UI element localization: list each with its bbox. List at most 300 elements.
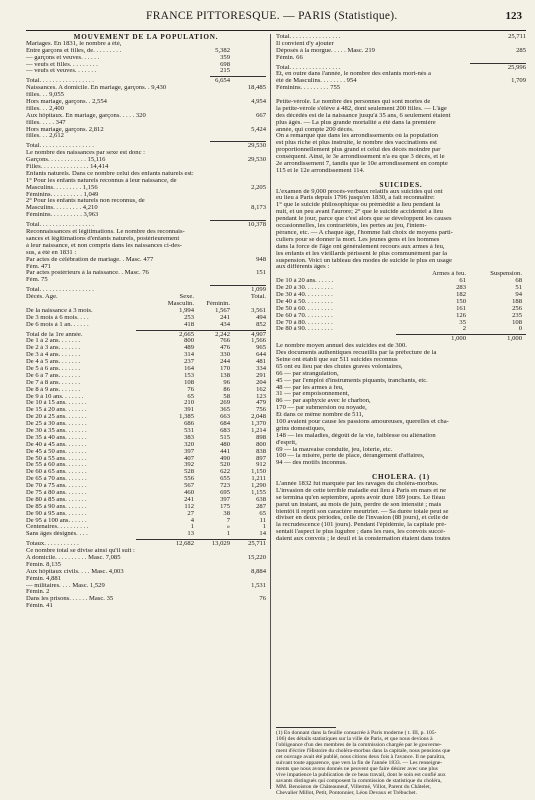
right-column bbox=[276, 34, 526, 543]
line-text: Fémin. 66 bbox=[276, 54, 303, 61]
text-line bbox=[26, 113, 266, 120]
line-text: Déposés à la morgue. . . . . Masc. 219 bbox=[276, 47, 375, 54]
text-line bbox=[276, 140, 526, 147]
text-line bbox=[26, 387, 266, 394]
text-line bbox=[26, 294, 266, 301]
line-text: Mariages. En 1831, le nombre a été, bbox=[26, 40, 122, 47]
line-text: De 10 à 15 ans. . . . . . . bbox=[26, 400, 87, 407]
line-text: De 65 à 70 ans. . . . . . . bbox=[26, 476, 87, 483]
line-text: (1) En donnant dans la feuille consacrée à Paris moderne ( t. III, p. 105- bbox=[276, 730, 437, 736]
table-value: 314 bbox=[184, 352, 194, 359]
line-text: 65 ont eu lieu par des chutes graves volontaires, bbox=[276, 363, 403, 370]
text-line bbox=[26, 394, 266, 401]
line-text: De 2 à 3 ans. . . . . . . bbox=[26, 345, 81, 352]
line-text: L'invasion de cette terrible maladie eut lieu à Paris en mars et ne bbox=[276, 487, 446, 494]
text-line bbox=[276, 202, 526, 209]
table-value: 6,654 bbox=[215, 78, 230, 85]
table-value: 8,173 bbox=[251, 205, 266, 212]
line-text: 86 — par asphyxie avec le charbon, bbox=[276, 398, 371, 405]
text-line bbox=[26, 92, 266, 99]
table-value: 86 bbox=[223, 386, 230, 393]
line-text: Seine ont établi que sur 511 suicides reconnus bbox=[276, 356, 398, 363]
line-text: Total. . . . . . . . . . . . . . . . . bbox=[26, 222, 94, 229]
table-value: 897 bbox=[256, 455, 266, 462]
text-line bbox=[26, 380, 266, 387]
line-text: 2e arrondissement 7, tandis que le 10e arrondissement en compte bbox=[276, 161, 448, 168]
text-line bbox=[276, 209, 526, 216]
text-line bbox=[26, 205, 266, 212]
table-value: 138 bbox=[220, 372, 230, 379]
text-line bbox=[26, 55, 266, 62]
text-line bbox=[26, 449, 266, 456]
table-value: 644 bbox=[256, 352, 266, 359]
table-value: 241 bbox=[220, 314, 230, 321]
line-text: 2° Pour les enfants naturels non reconnus, de bbox=[26, 198, 145, 205]
table-value: 68 bbox=[515, 278, 522, 285]
text-line bbox=[276, 306, 526, 313]
text-line bbox=[26, 192, 266, 199]
line-text: suspension. Voici un tableau des modes de suicide le plus en usage bbox=[276, 257, 452, 264]
table-value: 965 bbox=[256, 345, 266, 352]
text-line bbox=[276, 440, 526, 447]
line-text: 100 avaient pour cause les passions amoureuses, querelles et cha- bbox=[276, 418, 449, 425]
table-value: 244 bbox=[220, 359, 230, 366]
text-line bbox=[26, 504, 266, 511]
line-text: Masculins. . . . . . . . . 1,156 bbox=[26, 184, 98, 191]
line-text: De 1 à 2 ans. . . . . . . bbox=[26, 338, 81, 345]
text-line bbox=[276, 398, 526, 405]
line-text: De 3 mois à 6 mois. . . . bbox=[26, 314, 89, 321]
text-line bbox=[26, 373, 266, 380]
table-value: 1,370 bbox=[251, 421, 266, 428]
text-line bbox=[26, 442, 266, 449]
table-value: 1,709 bbox=[511, 78, 526, 85]
line-text: sentait l'aspect le plus lugubre ; dans les rues, les convois succé- bbox=[276, 529, 446, 536]
line-text: filles. . . . . 347 bbox=[26, 119, 66, 126]
table-value: 14 bbox=[259, 531, 266, 538]
line-text: 115 et le 12e arrondissement 114. bbox=[276, 167, 365, 174]
line-text: L'année 1832 fut marquée par les ravages du choléra-morbus. bbox=[276, 481, 439, 487]
table-value: 241 bbox=[184, 496, 194, 503]
text-line bbox=[26, 212, 266, 219]
line-text: De 30 à 35 ans. . . . . . . bbox=[26, 427, 87, 434]
text-line bbox=[26, 157, 266, 164]
text-line bbox=[276, 529, 526, 536]
line-text: la petite-vérole s'élève à 482, dont seulement 200 filles. — L'âge bbox=[276, 105, 447, 112]
table-value: 683 bbox=[220, 427, 230, 434]
text-line bbox=[26, 198, 266, 205]
table-value: Sexe. bbox=[179, 294, 194, 301]
line-text: culiers pour se donner la mort. Les jeunes gens et les hommes bbox=[276, 236, 440, 243]
table-value: 175 bbox=[220, 503, 230, 510]
text-line bbox=[276, 154, 526, 161]
table-value: Total. bbox=[250, 294, 266, 301]
table-value: 480 bbox=[220, 441, 230, 448]
section-heading bbox=[26, 34, 266, 41]
table-value: 29,530 bbox=[247, 157, 266, 164]
line-text: Il convient d'y ajouter bbox=[276, 40, 334, 47]
table-value: 35 bbox=[459, 319, 466, 326]
text-line bbox=[26, 99, 266, 106]
line-text: A domicile. . . . . . . . . . Masc. 7,085 bbox=[26, 555, 121, 562]
table-value: 1,567 bbox=[215, 307, 230, 314]
text-line bbox=[276, 502, 526, 509]
line-text: Féminins. . . . . . . . . . 1,049 bbox=[26, 191, 99, 198]
text-line bbox=[276, 92, 526, 99]
table-value: 766 bbox=[220, 338, 230, 345]
table-value: 391 bbox=[184, 407, 194, 414]
table-value: 108 bbox=[512, 319, 522, 326]
text-line bbox=[26, 400, 266, 407]
line-text: De la naissance à 3 mois. bbox=[26, 307, 93, 314]
text-line bbox=[276, 336, 526, 343]
text-line bbox=[26, 332, 266, 339]
table-value: 4,907 bbox=[251, 331, 266, 338]
table-value: 481 bbox=[256, 359, 266, 366]
text-line bbox=[26, 243, 266, 250]
text-line bbox=[26, 569, 266, 576]
text-line bbox=[276, 460, 526, 467]
line-text: filles. . . 9,055 bbox=[26, 92, 64, 99]
text-line bbox=[276, 320, 526, 327]
line-text: cet ouvrage avait été publié, nous citions deux fois à l'avance. Il ne paraîtra, bbox=[276, 754, 446, 760]
table-value: 1,214 bbox=[251, 427, 266, 434]
line-text: Petite-vérole. Le nombre des personnes qui sont mortes de bbox=[276, 99, 431, 106]
table-value: 698 bbox=[220, 61, 230, 68]
line-text: De 50 à 55 ans. . . . . . . bbox=[26, 455, 87, 462]
line-text: Fémin. 4,881 bbox=[26, 575, 61, 582]
text-line bbox=[26, 497, 266, 504]
table-value: 334 bbox=[256, 365, 266, 372]
table-value: 164 bbox=[184, 365, 194, 372]
line-text: De 45 à 50 ans. . . . . . . bbox=[26, 448, 87, 455]
table-value: 800 bbox=[184, 338, 194, 345]
text-line bbox=[26, 462, 266, 469]
text-line bbox=[276, 467, 526, 474]
table-value: 441 bbox=[220, 448, 230, 455]
line-text: ment d'écrire l'Histoire du choléra-morbus dans la capitale, nous pensions que bbox=[276, 748, 451, 754]
line-text: des décédés est de la naissance jusqu'à 35 ans, 6 seulement étaient bbox=[276, 112, 451, 119]
table-value: 479 bbox=[256, 400, 266, 407]
line-text: Totaux. . . . . . . . . . . bbox=[26, 541, 79, 548]
text-line bbox=[26, 583, 266, 590]
table-value: Suspension. bbox=[490, 271, 522, 278]
table-value: 2,048 bbox=[251, 414, 266, 421]
line-text: De 60 à 70. . . . . . . . . bbox=[276, 312, 333, 319]
line-text: Masculins. . . . . . . . . 4,210 bbox=[26, 205, 98, 212]
page-header bbox=[26, 8, 526, 28]
table-value: 1,000 bbox=[507, 336, 522, 343]
text-line bbox=[276, 244, 526, 251]
text-line bbox=[276, 292, 526, 299]
table-value: 253 bbox=[184, 314, 194, 321]
text-line bbox=[276, 71, 526, 78]
line-text: De 40 à 50. . . . . . . . . bbox=[276, 298, 333, 305]
line-text: De 5 à 6 ans. . . . . . . bbox=[26, 365, 81, 372]
text-line bbox=[276, 55, 526, 62]
text-line bbox=[276, 433, 526, 440]
text-line bbox=[26, 322, 266, 329]
line-text: De 80 à 90. . . . . . . . . bbox=[276, 326, 333, 333]
line-text: Total. . . . . . . . . . . . . . . . . bbox=[26, 287, 94, 294]
line-text: Total de la 1re année. bbox=[26, 331, 83, 338]
line-text: Dans les prisons. . . . . . Masc. 35 bbox=[26, 596, 114, 603]
line-text: — veufs et filles. . . . . . . . . bbox=[26, 61, 98, 68]
line-text: 1° que le suicide philosophique ou prémédité a lieu pendant la bbox=[276, 202, 441, 209]
line-text: occasionnelles, les contrariétés, les pertes au jeu, l'intem- bbox=[276, 223, 427, 230]
text-line bbox=[26, 164, 266, 171]
line-text: De 9 à 10 ans. . . . . . . bbox=[26, 393, 84, 400]
table-value: 667 bbox=[256, 112, 266, 119]
text-line bbox=[276, 299, 526, 306]
table-value: 291 bbox=[256, 372, 266, 379]
line-text: pendant le jour, parce que c'est alors que se développent les causes bbox=[276, 216, 452, 223]
text-line bbox=[276, 405, 526, 412]
text-line bbox=[276, 488, 526, 495]
line-text: dans la force de l'âge ont généralement recours aux armes à feu, bbox=[276, 243, 445, 250]
table-value: 94 bbox=[515, 291, 522, 298]
table-value: 188 bbox=[512, 298, 522, 305]
table-value: 237 bbox=[184, 359, 194, 366]
line-text: Féminins. . . . . . . . . . 3,963 bbox=[26, 212, 99, 219]
table-value: 2 bbox=[462, 326, 466, 333]
text-line bbox=[276, 120, 526, 127]
line-text: 1° Pour les enfants naturels reconnus à leur naissance, de bbox=[26, 177, 177, 184]
line-text: Chevalier Millot, Petit, Pontonnier, Léon Devaux et Trébuchet. bbox=[276, 790, 417, 796]
line-text: Décès. Age. bbox=[26, 294, 58, 301]
line-text: été de Masculins. . . . . . . . 954 bbox=[276, 78, 357, 85]
text-line bbox=[26, 277, 266, 284]
table-value: 13,029 bbox=[211, 541, 230, 548]
line-text: De 70 à 75 ans. . . . . . . bbox=[26, 483, 87, 490]
line-text: filles. . . 2,400 bbox=[26, 105, 64, 112]
table-value: 655 bbox=[220, 476, 230, 483]
text-line bbox=[276, 48, 526, 55]
text-line bbox=[276, 371, 526, 378]
text-line bbox=[276, 343, 526, 350]
table-value: » bbox=[226, 524, 230, 531]
table-value: 10,378 bbox=[247, 222, 266, 229]
table-value: 723 bbox=[220, 483, 230, 490]
table-value: 397 bbox=[184, 448, 194, 455]
table-value: 38 bbox=[223, 510, 230, 517]
text-line bbox=[276, 237, 526, 244]
text-line bbox=[26, 270, 266, 277]
text-line bbox=[276, 175, 526, 182]
line-text: Aux hôpitaux. En mariage, garçons. . . . . 320 bbox=[26, 112, 146, 119]
footnotes bbox=[276, 730, 526, 796]
table-value: 283 bbox=[456, 285, 466, 292]
table-value: 490 bbox=[220, 455, 230, 462]
table-value: 11 bbox=[259, 517, 266, 524]
text-line bbox=[276, 264, 526, 271]
table-value: 494 bbox=[256, 314, 266, 321]
text-line bbox=[26, 315, 266, 322]
text-line bbox=[276, 195, 526, 202]
text-line bbox=[26, 562, 266, 569]
table-value: 210 bbox=[184, 400, 194, 407]
text-line bbox=[26, 120, 266, 127]
text-line bbox=[26, 229, 266, 236]
table-value: 161 bbox=[456, 305, 466, 312]
table-value: 51 bbox=[515, 285, 522, 292]
line-text: sances et légitimations d'enfants naturels, postérieurement bbox=[26, 235, 180, 242]
table-value: 556 bbox=[184, 476, 194, 483]
text-line bbox=[276, 133, 526, 140]
table-value: 1,211 bbox=[251, 476, 266, 483]
line-text: Fém. 75 bbox=[26, 277, 48, 284]
line-text: De 8 à 9 ans. . . . . . . bbox=[26, 386, 81, 393]
text-line bbox=[26, 308, 266, 315]
column-divider bbox=[270, 34, 271, 789]
text-line bbox=[26, 150, 266, 157]
line-text: Sans âges désignés. . . . bbox=[26, 531, 88, 538]
text-line bbox=[26, 531, 266, 538]
text-line bbox=[26, 287, 266, 294]
table-value: 4,954 bbox=[251, 99, 266, 106]
line-text: De 60 à 65 ans. . . . . . . bbox=[26, 469, 87, 476]
text-line bbox=[276, 147, 526, 154]
table-value: 256 bbox=[512, 305, 522, 312]
text-line bbox=[26, 257, 266, 264]
line-text: les enfants et les vieillards périssent le plus communément par la bbox=[276, 250, 448, 257]
line-text: Et, en outre dans l'année, le nombre des enfants mort-nés a bbox=[276, 71, 431, 78]
text-line bbox=[26, 490, 266, 497]
table-value: 215 bbox=[220, 68, 230, 75]
line-text: Fémin. 41 bbox=[26, 603, 53, 610]
line-text: d'esprit, bbox=[276, 439, 297, 446]
text-line bbox=[276, 251, 526, 258]
line-text: Filles. . . . . . . . . . . . . . . 14,414 bbox=[26, 164, 109, 171]
table-value: 476 bbox=[220, 345, 230, 352]
line-text: est plus riche et plus instruite, le nombre des vaccinations est bbox=[276, 140, 437, 147]
table-value: Féminin. bbox=[206, 300, 230, 307]
line-text: 94 — des motifs inconnus. bbox=[276, 460, 347, 467]
text-line bbox=[276, 189, 526, 196]
table-value: 25,711 bbox=[508, 34, 526, 40]
line-text: De 30 à 40. . . . . . . . . bbox=[276, 291, 333, 298]
table-value: 489 bbox=[184, 345, 194, 352]
table-value: 7 bbox=[226, 517, 230, 524]
table-value: 8,884 bbox=[251, 568, 266, 575]
text-line bbox=[276, 223, 526, 230]
text-line bbox=[26, 596, 266, 603]
text-line bbox=[276, 522, 526, 529]
text-line bbox=[26, 359, 266, 366]
table-value: 695 bbox=[220, 490, 230, 496]
table-value: 1 bbox=[190, 524, 194, 531]
line-text: eu lieu à Paris depuis 1796 jusqu'en 1830, a fait reconnaître: bbox=[276, 195, 435, 202]
line-text: l'obligeance d'un des membres de la commission chargée par le gouverne- bbox=[276, 742, 442, 748]
table-value: 418 bbox=[184, 321, 194, 328]
text-line bbox=[276, 78, 526, 85]
line-text: De 3 à 4 ans. . . . . . . bbox=[26, 352, 81, 359]
text-line bbox=[26, 407, 266, 414]
line-text: De 70 à 80. . . . . . . . . bbox=[276, 319, 333, 326]
line-text: pérance, etc. — A chaque âge, l'homme fait choix de moyens parti- bbox=[276, 229, 453, 236]
line-text: De 6 à 7 ans. . . . . . . bbox=[26, 372, 81, 379]
table-value: 151 bbox=[256, 270, 266, 277]
line-text: 148 — les maladies, dégoût de la vie, faiblesse ou aliénation bbox=[276, 432, 436, 439]
footnote-rule bbox=[276, 727, 336, 728]
text-line bbox=[276, 106, 526, 113]
line-text: De 85 à 90 ans. . . . . . . bbox=[26, 503, 87, 510]
line-text: MOUVEMENT DE LA POPULATION. bbox=[73, 34, 219, 41]
table-value: 838 bbox=[256, 448, 266, 455]
line-text: Hors mariage, garçons. . 2,554 bbox=[26, 99, 107, 106]
text-line bbox=[276, 495, 526, 502]
line-text: De 40 à 45 ans. . . . . . . bbox=[26, 441, 87, 448]
table-value: 567 bbox=[184, 483, 194, 490]
line-text: — garçons et veuves. . . . . . bbox=[26, 54, 100, 61]
table-value: 686 bbox=[184, 421, 194, 428]
table-value: Armes à feu. bbox=[432, 271, 466, 278]
table-value: 1,000 bbox=[451, 336, 466, 343]
table-value: Masculin. bbox=[167, 300, 194, 307]
table-value: 684 bbox=[220, 421, 230, 428]
footnote-line bbox=[276, 790, 526, 796]
line-text: De 95 à 100 ans. . . . . . bbox=[26, 517, 87, 524]
line-text: Enfants naturels. Dans ce nombre celui des enfants naturels est: bbox=[26, 170, 194, 177]
line-text: grins domestiques, bbox=[276, 425, 326, 432]
line-text: — militaires. . . . Masc. 1,529 bbox=[26, 582, 105, 589]
line-text: Naissances. A domicile. En mariage, garçons. . 9,430 bbox=[26, 85, 167, 92]
text-line bbox=[276, 481, 526, 488]
table-value: 27 bbox=[187, 510, 194, 517]
line-text: 45 — par l'emploi d'instruments piquants, tranchants, etc. bbox=[276, 377, 428, 384]
table-value: 112 bbox=[184, 503, 194, 510]
table-value: 65 bbox=[187, 393, 194, 400]
line-text: Aux hôpitaux civils. . . . Masc. 4,003 bbox=[26, 568, 124, 575]
table-value: 5,424 bbox=[251, 126, 266, 133]
text-line bbox=[26, 483, 266, 490]
table-value: 182 bbox=[456, 291, 466, 298]
text-line bbox=[276, 313, 526, 320]
table-value: 460 bbox=[184, 490, 194, 496]
line-text: Entre garçons et filles, de. . . . . . . . . bbox=[26, 47, 122, 54]
line-text: — veufs et veuves. . . . . . . bbox=[26, 68, 97, 75]
text-line bbox=[276, 258, 526, 265]
table-value: 25,711 bbox=[248, 541, 266, 548]
line-text: Total. . . . . . . . . . . . . . . . . bbox=[26, 78, 94, 85]
line-text: Féminins. . . . . . . . . 755 bbox=[276, 85, 341, 92]
line-text: 66 — par strangulation, bbox=[276, 370, 339, 377]
text-line bbox=[276, 412, 526, 419]
table-value: 1,155 bbox=[251, 490, 266, 496]
text-line bbox=[26, 518, 266, 525]
text-line bbox=[276, 391, 526, 398]
text-line bbox=[26, 85, 266, 92]
table-value: 58 bbox=[223, 393, 230, 400]
line-text: conséquent. Ainsi, le 3e arrondissement n'a eu que 3 décès, et le bbox=[276, 154, 445, 161]
table-value: 515 bbox=[220, 434, 230, 441]
text-line bbox=[26, 178, 266, 185]
table-value: 622 bbox=[220, 469, 230, 476]
line-text: Le nombre des naissances par sexe est donc : bbox=[26, 150, 146, 157]
header-rule bbox=[26, 30, 526, 31]
table-value: 150 bbox=[456, 298, 466, 305]
text-line bbox=[26, 127, 266, 134]
table-value: 528 bbox=[184, 469, 194, 476]
line-text: L'examen de 9,000 procès-verbaux relatifs aux suicides qui ont bbox=[276, 188, 443, 195]
line-text: la recrudescence (101 jours). Pendant l'épidémie, la capitale pré- bbox=[276, 522, 447, 529]
line-text: De 35 à 40 ans. . . . . . . bbox=[26, 434, 87, 441]
table-value: 5,382 bbox=[215, 47, 230, 54]
text-line bbox=[26, 456, 266, 463]
table-value: 1,099 bbox=[251, 287, 266, 294]
line-text: proportionnellement plus grand et celui des décès moindre par bbox=[276, 147, 441, 154]
line-text: De 25 à 30 ans. . . . . . . bbox=[26, 421, 87, 428]
